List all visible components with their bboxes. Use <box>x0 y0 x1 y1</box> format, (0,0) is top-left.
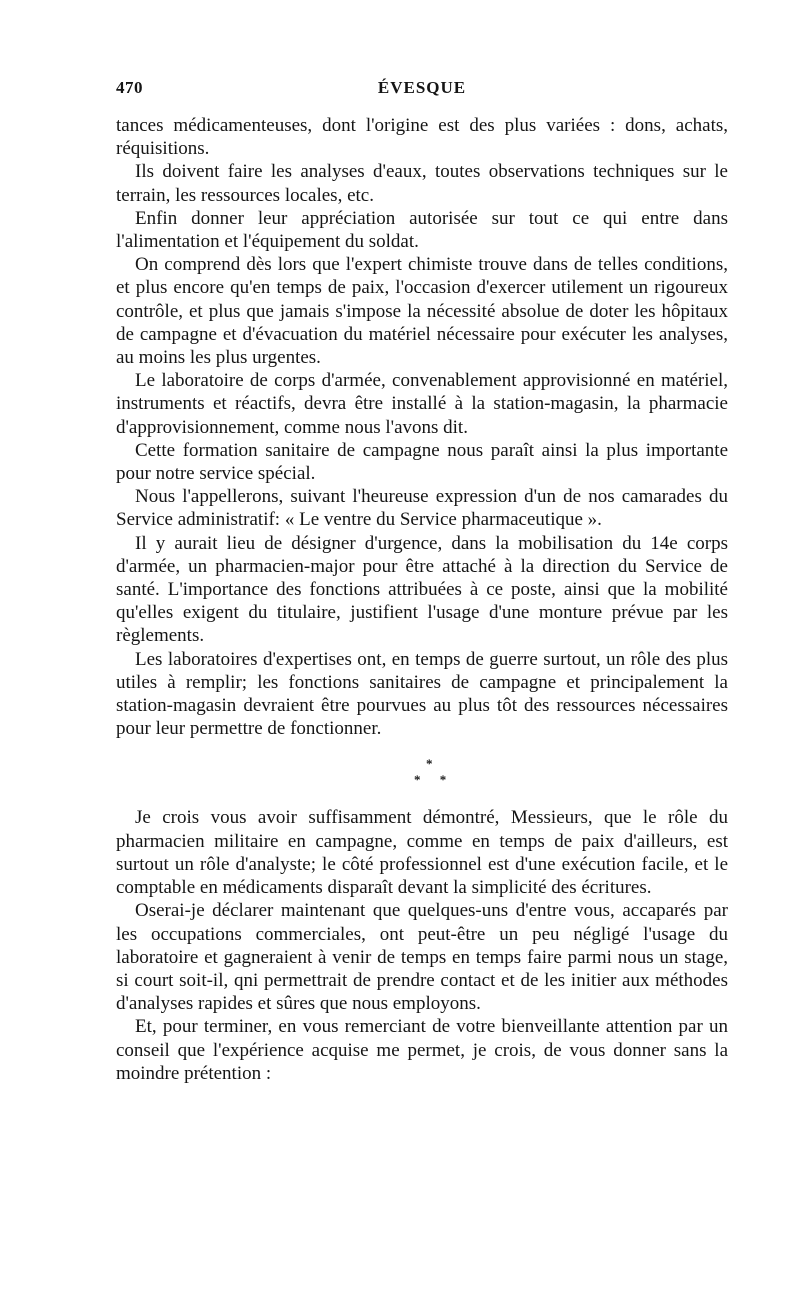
paragraph: tances médicamenteuses, dont l'origine est des plus variées : dons, achats, réquisitions. <box>116 115 728 160</box>
paragraph: Et, pour terminer, en vous remerciant de votre bienveillante attention par un conseil que l'expérience acquise me permet, je crois, de vous donner sans la moindre prétention : <box>116 1016 728 1084</box>
paragraph: Cette formation sanitaire de campagne nous paraît ainsi la plus importante pour notre service spécial. <box>116 439 728 485</box>
paragraph: Enfin donner leur appréciation autorisée sur tout ce qui entre dans l'alimentation et l'équipement du soldat. <box>116 207 728 253</box>
paragraph: Oserai-je déclarer maintenant que quelques-uns d'entre vous, accaparés par les occupations commerciales, ont peut-être un peu négligé l'usage du laboratoire et gagneraient à venir de temps en temps faire parmi nous un stage, si court soit-il, qni permettrait de prendre contact et de les initier aux méthodes d'analyses rapides et sûres que nous employons. <box>116 900 728 1015</box>
paragraph: Il y aurait lieu de désigner d'urgence, dans la mobilisation du 14e corps d'armée, un pharmacien-major pour être attaché à la direction du Service de santé. L'importance des fonctions attribuées à ce poste, ainsi que la mobilité qu'elles exigent du titulaire, justifient l'usage d'une monture prévue par les règlements. <box>116 532 728 647</box>
paragraph: Ils doivent faire les analyses d'eaux, toutes observations techniques sur le terrain, les ressources locales, etc. <box>116 161 728 206</box>
paragraph: Le laboratoire de corps d'armée, convenablement approvisionné en matériel, instruments et réactifs, devra être installé à la station-magasin, la pharmacie d'approvisionnement, comme nous l'avons dit. <box>116 370 728 438</box>
running-head: ÉVESQUE <box>377 78 467 97</box>
paragraph: Je crois vous avoir suffisamment démontré, Messieurs, que le rôle du pharmacien militaire en campagne, comme en temps de paix d'ailleurs, est surtout un rôle d'analyste; le côté professionnel est d'une exécution facile, et le comptable en médicaments disparaît devant la simplicité des écritures. <box>116 807 728 899</box>
section-break-asterism <box>116 752 728 798</box>
paragraph: Nous l'appellerons, suivant l'heureuse expression d'un de nos camarades du Service administratif: « Le ventre du Service pharmaceutique ». <box>116 486 728 531</box>
page-number: 470 <box>116 78 143 97</box>
paragraph: On comprend dès lors que l'expert chimiste trouve dans de telles conditions, et plus encore qu'en temps de paix, l'occasion d'exercer utilement un rigoureux contrôle, et plus que jamais s'impose la nécessité absolue de doter les hôpitaux de campagne et d'évacuation du matériel nécessaire pour exécuter les analyses, au moins les plus urgentes. <box>116 254 728 369</box>
paragraph: Les laboratoires d'expertises ont, en temps de guerre surtout, un rôle des plus utiles à remplir; les fonctions sanitaires de campagne et principalement la station-magasin devraient être pourvues au plus tôt des ressources nécessaires pour leur permettre de fonctionner. <box>116 648 728 740</box>
page-header <box>116 78 728 104</box>
body-text <box>116 114 728 1085</box>
asterism-top: * <box>426 756 433 772</box>
asterism-bottom: * * <box>414 772 455 788</box>
